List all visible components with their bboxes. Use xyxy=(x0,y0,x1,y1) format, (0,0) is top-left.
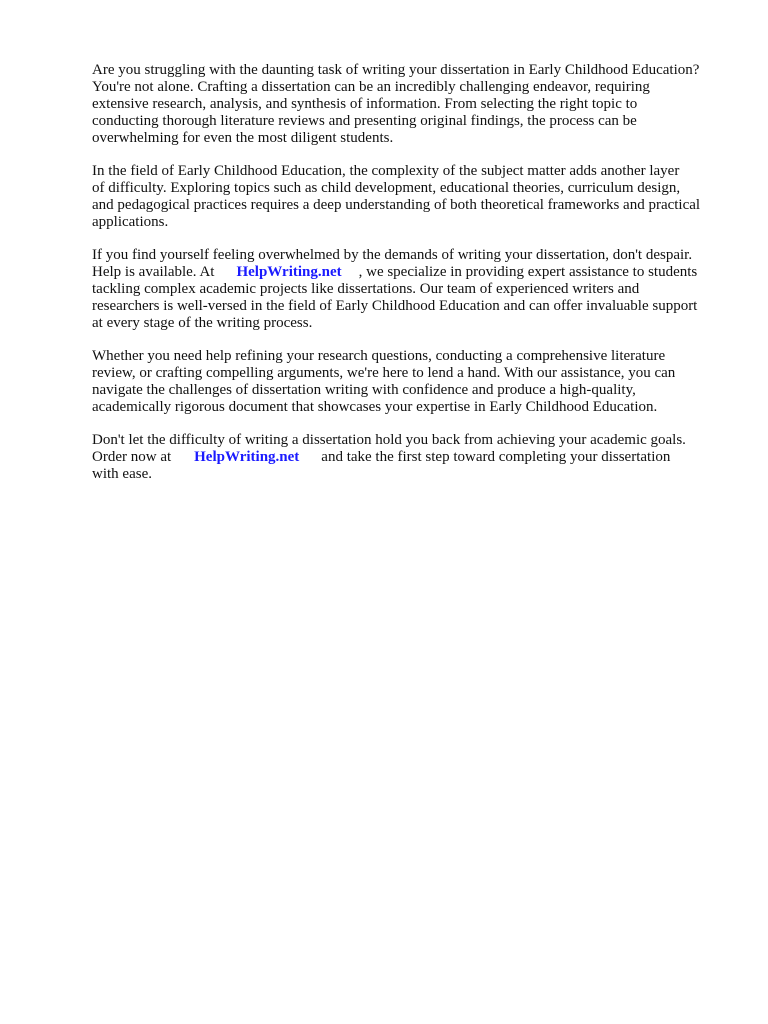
text-line: overwhelming for even the most diligent students. xyxy=(92,130,394,146)
text-line: In the field of Early Childhood Education, the complexity of the subject matter adds another layer xyxy=(92,163,680,179)
document-body xyxy=(92,62,732,499)
paragraph-4 xyxy=(92,348,732,416)
text-line: and pedagogical practices requires a deep understanding of both theoretical frameworks and practical xyxy=(92,197,701,213)
paragraph-3 xyxy=(92,247,732,332)
text-line: tackling complex academic projects like dissertations. Our team of experienced writers and xyxy=(92,281,640,297)
text-line: Whether you need help refining your research questions, conducting a comprehensive literature xyxy=(92,348,666,364)
text-line-with-link xyxy=(92,449,732,466)
paragraph-1 xyxy=(92,62,732,147)
text-segment: Help is available. At xyxy=(92,264,215,280)
text-line: of difficulty. Exploring topics such as child development, educational theories, curriculum design, xyxy=(92,180,681,196)
paragraph-5 xyxy=(92,432,732,483)
text-line: review, or crafting compelling arguments, we're here to lend a hand. With our assistance, you can xyxy=(92,365,676,381)
text-line: Don't let the difficulty of writing a dissertation hold you back from achieving your academic goals. xyxy=(92,432,686,448)
text-line: If you find yourself feeling overwhelmed by the demands of writing your dissertation, don't despair. xyxy=(92,247,693,263)
paragraph-2 xyxy=(92,163,732,231)
text-segment: and take the first step toward completing your dissertation xyxy=(321,449,671,465)
text-line: You're not alone. Crafting a dissertation can be an incredibly challenging endeavor, requiring xyxy=(92,79,650,95)
text-line: navigate the challenges of dissertation writing with confidence and produce a high-quality, xyxy=(92,382,636,398)
text-line: applications. xyxy=(92,214,169,230)
text-line: conducting thorough literature reviews and presenting original findings, the process can be xyxy=(92,113,637,129)
text-line-with-link xyxy=(92,264,732,281)
text-line: extensive research, analysis, and synthesis of information. From selecting the right topic to xyxy=(92,96,638,112)
text-line: at every stage of the writing process. xyxy=(92,315,313,331)
text-line: Are you struggling with the daunting task of writing your dissertation in Early Childhood Education? xyxy=(92,62,700,78)
text-line: with ease. xyxy=(92,466,152,482)
text-line: researchers is well-versed in the field of Early Childhood Education and can offer invaluable support xyxy=(92,298,698,314)
text-segment: Order now at xyxy=(92,449,172,465)
helpwriting-link[interactable]: HelpWriting.net xyxy=(236,264,342,280)
text-segment: , we specialize in providing expert assistance to students xyxy=(358,264,698,280)
text-line: academically rigorous document that showcases your expertise in Early Childhood Education. xyxy=(92,399,658,415)
helpwriting-link[interactable]: HelpWriting.net xyxy=(194,449,300,465)
